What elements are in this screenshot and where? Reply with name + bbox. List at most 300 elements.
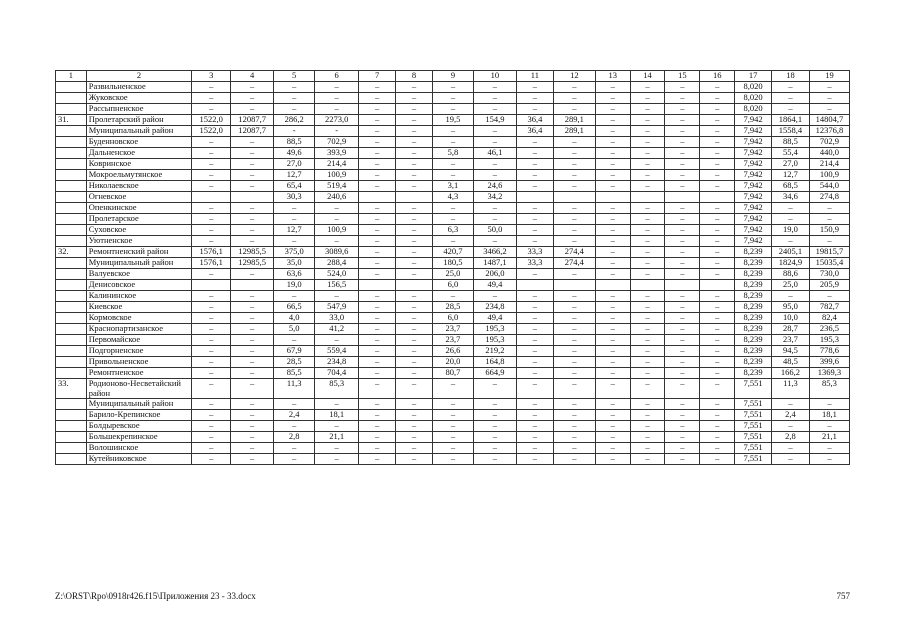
value-cell: 19815,7: [809, 247, 849, 258]
value-cell: –: [700, 410, 735, 421]
value-cell: –: [700, 225, 735, 236]
value-cell: –: [665, 379, 700, 399]
header-row: [56, 71, 850, 82]
value-cell: –: [192, 410, 231, 421]
value-cell: –: [630, 236, 665, 247]
row-name-cell: Родионово-Несветайский район: [86, 379, 192, 399]
value-cell: –: [700, 247, 735, 258]
table-body: [56, 71, 850, 465]
value-cell: 55,4: [772, 148, 810, 159]
value-cell: –: [630, 137, 665, 148]
value-cell: –: [553, 410, 595, 421]
value-cell: 1824,9: [772, 258, 810, 269]
value-cell: –: [700, 137, 735, 148]
value-cell: –: [630, 148, 665, 159]
value-cell: –: [665, 324, 700, 335]
value-cell: 27,0: [274, 159, 315, 170]
row-name-cell: Николаевское: [86, 181, 192, 192]
value-cell: –: [359, 291, 396, 302]
value-cell: 7,551: [735, 432, 772, 443]
row-number-cell: [56, 148, 87, 159]
value-cell: –: [665, 313, 700, 324]
row-name-cell: Муниципальный район: [86, 258, 192, 269]
value-cell: –: [553, 104, 595, 115]
value-cell: –: [630, 291, 665, 302]
header-cell: 10: [473, 71, 516, 82]
value-cell: –: [192, 159, 231, 170]
table-row: [56, 280, 850, 291]
value-cell: –: [192, 432, 231, 443]
value-cell: 393,9: [315, 148, 359, 159]
value-cell: 288,4: [315, 258, 359, 269]
row-number-cell: [56, 291, 87, 302]
value-cell: 100,9: [809, 170, 849, 181]
value-cell: 7,551: [735, 399, 772, 410]
value-cell: –: [665, 236, 700, 247]
value-cell: 12,7: [772, 170, 810, 181]
value-cell: –: [630, 159, 665, 170]
value-cell: 80,7: [432, 368, 473, 379]
value-cell: –: [630, 269, 665, 280]
value-cell: 8,239: [735, 346, 772, 357]
value-cell: –: [630, 115, 665, 126]
value-cell: 2,4: [772, 410, 810, 421]
value-cell: 28,7: [772, 324, 810, 335]
value-cell: 5,8: [432, 148, 473, 159]
row-number-cell: [56, 137, 87, 148]
value-cell: –: [516, 368, 553, 379]
value-cell: –: [665, 410, 700, 421]
value-cell: –: [192, 291, 231, 302]
value-cell: 180,5: [432, 258, 473, 269]
row-name-cell: Огневское: [86, 192, 192, 203]
row-name-cell: Киевское: [86, 302, 192, 313]
value-cell: –: [772, 82, 810, 93]
value-cell: –: [274, 335, 315, 346]
value-cell: 35,0: [274, 258, 315, 269]
value-cell: –: [192, 324, 231, 335]
table-row: [56, 104, 850, 115]
value-cell: –: [595, 346, 630, 357]
value-cell: –: [359, 368, 396, 379]
value-cell: 3,1: [432, 181, 473, 192]
value-cell: –: [192, 104, 231, 115]
value-cell: 8,020: [735, 104, 772, 115]
value-cell: –: [665, 137, 700, 148]
table-row: [56, 291, 850, 302]
value-cell: –: [809, 104, 849, 115]
row-name-cell: Болдыревское: [86, 421, 192, 432]
value-cell: –: [359, 203, 396, 214]
value-cell: –: [396, 368, 433, 379]
value-cell: –: [432, 170, 473, 181]
table-row: [56, 346, 850, 357]
value-cell: –: [553, 313, 595, 324]
value-cell: –: [274, 454, 315, 465]
value-cell: –: [595, 148, 630, 159]
value-cell: 34,6: [772, 192, 810, 203]
value-cell: 5,0: [274, 324, 315, 335]
value-cell: –: [396, 115, 433, 126]
value-cell: –: [630, 346, 665, 357]
table-row: [56, 247, 850, 258]
value-cell: 2,8: [274, 432, 315, 443]
value-cell: 214,4: [809, 159, 849, 170]
value-cell: 8,020: [735, 93, 772, 104]
value-cell: –: [231, 302, 274, 313]
value-cell: 23,7: [432, 335, 473, 346]
value-cell: 1369,3: [809, 368, 849, 379]
value-cell: 166,2: [772, 368, 810, 379]
value-cell: –: [396, 399, 433, 410]
value-cell: 1522,0: [192, 126, 231, 137]
value-cell: –: [516, 225, 553, 236]
value-cell: –: [516, 454, 553, 465]
value-cell: –: [809, 291, 849, 302]
value-cell: –: [553, 399, 595, 410]
value-cell: –: [772, 214, 810, 225]
value-cell: –: [630, 399, 665, 410]
value-cell: –: [665, 443, 700, 454]
value-cell: 289,1: [553, 115, 595, 126]
value-cell: 6,3: [432, 225, 473, 236]
value-cell: [396, 280, 433, 291]
row-number-cell: [56, 324, 87, 335]
value-cell: –: [553, 225, 595, 236]
header-cell: 1: [56, 71, 87, 82]
value-cell: 274,8: [809, 192, 849, 203]
value-cell: [553, 280, 595, 291]
row-name-cell: Дальненское: [86, 148, 192, 159]
value-cell: –: [192, 443, 231, 454]
value-cell: –: [359, 247, 396, 258]
value-cell: –: [595, 181, 630, 192]
value-cell: –: [516, 203, 553, 214]
header-cell: 6: [315, 71, 359, 82]
value-cell: –: [473, 170, 516, 181]
value-cell: –: [473, 421, 516, 432]
header-cell: 13: [595, 71, 630, 82]
table-row: [56, 192, 850, 203]
value-cell: [516, 280, 553, 291]
value-cell: –: [315, 291, 359, 302]
value-cell: –: [595, 247, 630, 258]
row-number-cell: [56, 421, 87, 432]
value-cell: 547,9: [315, 302, 359, 313]
table-row: [56, 93, 850, 104]
value-cell: –: [553, 443, 595, 454]
table-row: [56, 115, 850, 126]
value-cell: 14804,7: [809, 115, 849, 126]
value-cell: –: [700, 335, 735, 346]
value-cell: [516, 192, 553, 203]
value-cell: –: [630, 313, 665, 324]
value-cell: 24,6: [473, 181, 516, 192]
value-cell: 1558,4: [772, 126, 810, 137]
value-cell: 33,3: [516, 258, 553, 269]
value-cell: 94,5: [772, 346, 810, 357]
value-cell: –: [396, 137, 433, 148]
value-cell: –: [231, 379, 274, 399]
value-cell: –: [700, 104, 735, 115]
value-cell: 195,3: [473, 335, 516, 346]
table-row: [56, 313, 850, 324]
value-cell: –: [231, 443, 274, 454]
row-number-cell: [56, 214, 87, 225]
value-cell: –: [595, 357, 630, 368]
value-cell: –: [809, 93, 849, 104]
value-cell: –: [231, 313, 274, 324]
value-cell: –: [595, 115, 630, 126]
value-cell: –: [595, 126, 630, 137]
footer-file-path: Z:\ORST\Rpo\0918r426.f15\Приложения 23 - 33.docx: [55, 591, 256, 601]
row-name-cell: Первомайское: [86, 335, 192, 346]
value-cell: –: [192, 236, 231, 247]
value-cell: 36,4: [516, 126, 553, 137]
value-cell: –: [553, 82, 595, 93]
value-cell: –: [473, 93, 516, 104]
row-number-cell: [56, 410, 87, 421]
value-cell: 34,2: [473, 192, 516, 203]
row-number-cell: [56, 280, 87, 291]
value-cell: –: [396, 203, 433, 214]
value-cell: 18,1: [809, 410, 849, 421]
value-cell: –: [516, 443, 553, 454]
table-row: [56, 302, 850, 313]
value-cell: 2405,1: [772, 247, 810, 258]
value-cell: –: [700, 170, 735, 181]
value-cell: 25,0: [772, 280, 810, 291]
value-cell: 519,4: [315, 181, 359, 192]
value-cell: –: [595, 236, 630, 247]
value-cell: –: [700, 454, 735, 465]
value-cell: –: [595, 93, 630, 104]
row-name-cell: Жуковское: [86, 93, 192, 104]
row-number-cell: [56, 159, 87, 170]
value-cell: –: [359, 443, 396, 454]
value-cell: –: [630, 379, 665, 399]
value-cell: –: [192, 357, 231, 368]
value-cell: –: [665, 170, 700, 181]
value-cell: –: [665, 126, 700, 137]
value-cell: –: [192, 181, 231, 192]
value-cell: –: [359, 181, 396, 192]
value-cell: 7,551: [735, 421, 772, 432]
value-cell: –: [665, 454, 700, 465]
row-name-cell: Ремонтненский район: [86, 247, 192, 258]
value-cell: –: [595, 368, 630, 379]
header-cell: 14: [630, 71, 665, 82]
row-number-cell: [56, 432, 87, 443]
value-cell: –: [396, 454, 433, 465]
value-cell: 20,0: [432, 357, 473, 368]
value-cell: 19,0: [772, 225, 810, 236]
value-cell: –: [553, 269, 595, 280]
value-cell: 33,0: [315, 313, 359, 324]
value-cell: 150,9: [809, 225, 849, 236]
value-cell: 10,0: [772, 313, 810, 324]
row-number-cell: [56, 335, 87, 346]
value-cell: –: [231, 148, 274, 159]
value-cell: 100,9: [315, 225, 359, 236]
table-row: [56, 137, 850, 148]
row-name-cell: Развильненское: [86, 82, 192, 93]
value-cell: 25,0: [432, 269, 473, 280]
value-cell: –: [700, 269, 735, 280]
row-name-cell: Рассыпненское: [86, 104, 192, 115]
value-cell: 7,942: [735, 181, 772, 192]
value-cell: –: [396, 346, 433, 357]
value-cell: –: [700, 443, 735, 454]
value-cell: –: [396, 335, 433, 346]
value-cell: –: [772, 421, 810, 432]
value-cell: –: [231, 269, 274, 280]
value-cell: –: [665, 148, 700, 159]
value-cell: -: [315, 126, 359, 137]
value-cell: 1487,1: [473, 258, 516, 269]
value-cell: –: [192, 170, 231, 181]
row-name-cell: Большекрепинское: [86, 432, 192, 443]
value-cell: –: [396, 313, 433, 324]
value-cell: –: [192, 214, 231, 225]
value-cell: –: [665, 269, 700, 280]
value-cell: –: [553, 357, 595, 368]
value-cell: –: [315, 421, 359, 432]
value-cell: –: [192, 82, 231, 93]
value-cell: –: [432, 432, 473, 443]
value-cell: –: [700, 258, 735, 269]
value-cell: 28,5: [274, 357, 315, 368]
value-cell: –: [359, 357, 396, 368]
value-cell: –: [473, 137, 516, 148]
value-cell: –: [473, 203, 516, 214]
value-cell: 664,9: [473, 368, 516, 379]
value-cell: –: [192, 137, 231, 148]
value-cell: 85,3: [315, 379, 359, 399]
value-cell: 7,942: [735, 214, 772, 225]
value-cell: 30,3: [274, 192, 315, 203]
value-cell: 8,239: [735, 291, 772, 302]
value-cell: –: [396, 159, 433, 170]
value-cell: –: [595, 443, 630, 454]
value-cell: 11,3: [772, 379, 810, 399]
value-cell: –: [396, 357, 433, 368]
value-cell: 1522,0: [192, 115, 231, 126]
value-cell: –: [665, 258, 700, 269]
value-cell: 19,0: [274, 280, 315, 291]
value-cell: –: [516, 214, 553, 225]
value-cell: 286,2: [274, 115, 315, 126]
value-cell: –: [315, 236, 359, 247]
value-cell: 12087,7: [231, 115, 274, 126]
value-cell: 3089,6: [315, 247, 359, 258]
value-cell: –: [630, 368, 665, 379]
value-cell: 48,5: [772, 357, 810, 368]
value-cell: –: [359, 313, 396, 324]
table-row: [56, 214, 850, 225]
value-cell: –: [595, 258, 630, 269]
table-row: [56, 82, 850, 93]
value-cell: 7,942: [735, 203, 772, 214]
value-cell: –: [553, 291, 595, 302]
value-cell: 21,1: [315, 432, 359, 443]
value-cell: –: [473, 104, 516, 115]
table-row: [56, 181, 850, 192]
value-cell: 95,0: [772, 302, 810, 313]
value-cell: –: [359, 258, 396, 269]
table-row: [56, 421, 850, 432]
value-cell: [192, 280, 231, 291]
value-cell: –: [396, 148, 433, 159]
value-cell: –: [192, 454, 231, 465]
value-cell: –: [595, 410, 630, 421]
value-cell: –: [359, 137, 396, 148]
value-cell: 6,0: [432, 313, 473, 324]
value-cell: –: [359, 324, 396, 335]
value-cell: –: [553, 432, 595, 443]
value-cell: –: [231, 410, 274, 421]
value-cell: –: [595, 137, 630, 148]
value-cell: 205,9: [809, 280, 849, 291]
value-cell: 8,239: [735, 247, 772, 258]
value-cell: [231, 192, 274, 203]
value-cell: –: [665, 181, 700, 192]
table-row: [56, 170, 850, 181]
value-cell: –: [274, 236, 315, 247]
table-row: [56, 410, 850, 421]
value-cell: –: [396, 93, 433, 104]
value-cell: 12985,5: [231, 258, 274, 269]
value-cell: [192, 192, 231, 203]
value-cell: 399,6: [809, 357, 849, 368]
value-cell: –: [432, 93, 473, 104]
value-cell: –: [473, 214, 516, 225]
value-cell: –: [700, 181, 735, 192]
header-cell: 7: [359, 71, 396, 82]
value-cell: 702,9: [809, 137, 849, 148]
value-cell: –: [700, 399, 735, 410]
value-cell: –: [432, 137, 473, 148]
value-cell: –: [630, 214, 665, 225]
value-cell: 12985,5: [231, 247, 274, 258]
value-cell: –: [595, 302, 630, 313]
value-cell: –: [473, 379, 516, 399]
value-cell: –: [700, 313, 735, 324]
value-cell: –: [396, 181, 433, 192]
value-cell: –: [630, 454, 665, 465]
value-cell: –: [630, 82, 665, 93]
value-cell: –: [809, 443, 849, 454]
row-name-cell: Денисовское: [86, 280, 192, 291]
value-cell: –: [595, 159, 630, 170]
value-cell: 8,239: [735, 302, 772, 313]
value-cell: –: [274, 104, 315, 115]
value-cell: –: [231, 214, 274, 225]
table-row: [56, 399, 850, 410]
value-cell: 240,6: [315, 192, 359, 203]
table-row: [56, 203, 850, 214]
row-number-cell: [56, 170, 87, 181]
table-row: [56, 269, 850, 280]
value-cell: –: [396, 214, 433, 225]
header-cell: 11: [516, 71, 553, 82]
value-cell: 2,4: [274, 410, 315, 421]
value-cell: –: [231, 137, 274, 148]
value-cell: –: [359, 379, 396, 399]
value-cell: –: [553, 148, 595, 159]
value-cell: –: [595, 379, 630, 399]
value-cell: –: [700, 346, 735, 357]
